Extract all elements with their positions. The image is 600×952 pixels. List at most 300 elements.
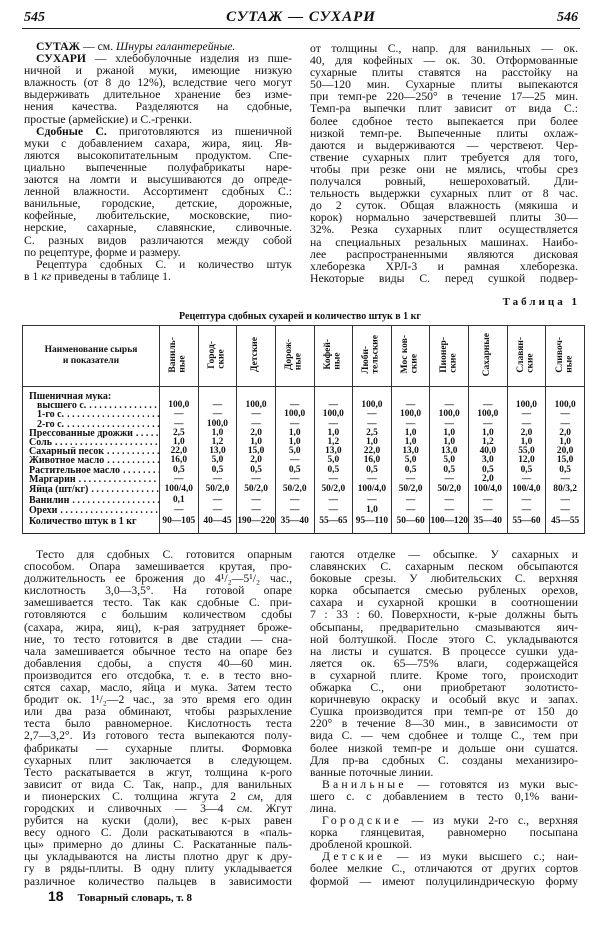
table-cell: 0,5 bbox=[275, 466, 314, 475]
table-cell: 2,0 bbox=[469, 475, 508, 484]
text-column-bottom-right bbox=[310, 549, 578, 888]
row-label-text: высшего с. . . . bbox=[37, 401, 159, 410]
table-cell: 2,0 bbox=[237, 429, 276, 438]
table-cell: 1,0 bbox=[507, 438, 546, 447]
row-label: Пшеничная мука: bbox=[23, 387, 160, 402]
table-row bbox=[23, 420, 585, 429]
table-cell: — bbox=[507, 506, 546, 515]
table-cell: 80/3,2 bbox=[546, 484, 585, 495]
row-label-text: Маргарин . . . bbox=[29, 475, 159, 484]
table-cell: — bbox=[160, 410, 199, 419]
column-header-label: Пионер- ские bbox=[438, 336, 459, 373]
text-line: боковые срезы. У любительских С. верхняя bbox=[310, 573, 578, 586]
italic-text: см bbox=[236, 802, 250, 815]
table-cell: 5,0 bbox=[275, 447, 314, 456]
table-cell: 40—45 bbox=[198, 515, 237, 534]
row-label-text: Яйца (шт/кг) . . . bbox=[29, 485, 159, 494]
italic-text: Шнуры галантерейные. bbox=[116, 41, 236, 53]
table-column-header bbox=[391, 326, 430, 387]
table-header-first: Наименование сырья и показатели bbox=[23, 326, 160, 387]
table-cell: — bbox=[198, 506, 237, 515]
table-cell: 15,0 bbox=[237, 447, 276, 456]
table-cell: 50/2,0 bbox=[314, 484, 353, 495]
table-cell: — bbox=[546, 495, 585, 506]
row-label bbox=[23, 456, 160, 465]
text-line bbox=[24, 271, 292, 283]
row-label-text: Соль . . . bbox=[29, 438, 159, 447]
empty-cell bbox=[314, 387, 353, 402]
table-column-header bbox=[353, 326, 392, 387]
text-line: нерские, сахарные, славянские, сливочные. bbox=[24, 222, 292, 235]
italic-text: кг bbox=[41, 270, 52, 283]
column-header-label: Детские bbox=[250, 336, 261, 373]
table-cell: — bbox=[237, 410, 276, 419]
table-cell: 100,0 bbox=[546, 401, 585, 410]
text-line: в сухарной плите. Кроме того, происходит bbox=[310, 669, 578, 682]
table-header-row bbox=[23, 326, 585, 387]
text-line: кофейные, любительские, московские, пио- bbox=[24, 210, 292, 223]
empty-cell bbox=[237, 387, 276, 402]
table-cell: — bbox=[469, 401, 508, 410]
text-line bbox=[24, 803, 292, 815]
text-line: формой — имеют полуцилиндрическую форму bbox=[310, 875, 578, 888]
text-line: хлеборезка ХРЛ-3 и рамная хлеборезка. bbox=[310, 260, 578, 273]
table-cell: 2,5 bbox=[353, 429, 392, 438]
row-label bbox=[23, 401, 160, 410]
table-cell: — bbox=[507, 475, 546, 484]
table-cell: 190—220 bbox=[237, 515, 276, 534]
text-span: — из муки 2-го с., верхняя bbox=[401, 815, 578, 828]
table-cell: — bbox=[237, 495, 276, 506]
text-line: чтобы при резке они не мялись, чтобы срез bbox=[310, 163, 578, 176]
empty-cell bbox=[198, 387, 237, 402]
text-span: приготовляются из пшеничной bbox=[106, 125, 292, 138]
table-cell: 20,0 bbox=[546, 447, 585, 456]
table-cell: — bbox=[275, 456, 314, 465]
text-line: нения качества. Разделяются на сдобные, bbox=[24, 101, 292, 114]
empty-cell bbox=[430, 387, 469, 402]
table-cell: 1,0 bbox=[430, 438, 469, 447]
text-line: циально выпеченные полуфабрикаты наре- bbox=[24, 161, 292, 174]
table-cell: 1,0 bbox=[275, 429, 314, 438]
text-line bbox=[24, 791, 292, 803]
table-cell: 50/2,0 bbox=[198, 484, 237, 495]
text-line: лина. bbox=[310, 802, 337, 815]
text-line: должительность ее брожения до 4¹/₂—5¹/₂ час., bbox=[24, 573, 292, 586]
table-cell: 1,0 bbox=[353, 506, 392, 515]
text-line: 7 : 33 : 60. Поверхности, к-рые должны быть bbox=[310, 609, 578, 622]
table-cell: — bbox=[391, 495, 430, 506]
text-line: обсыпаны, предварительно смазываются яич- bbox=[310, 621, 578, 634]
table-cell: 100,0 bbox=[353, 401, 392, 410]
text-line: готовляются с большим количеством сдобы bbox=[24, 609, 292, 622]
row-label-text: Ванилин . . . bbox=[29, 496, 159, 505]
table-cell: 95—110 bbox=[353, 515, 392, 534]
text-line: Для пр-ва сдобных С. созданы механизиро- bbox=[310, 754, 578, 767]
text-column-bottom-left bbox=[24, 549, 292, 888]
table-cell: 55—65 bbox=[314, 515, 353, 534]
table-cell: 50—60 bbox=[391, 515, 430, 534]
table-cell: — bbox=[469, 506, 508, 515]
table-cell: — bbox=[430, 401, 469, 410]
text-line: более мелкие С., отличаются от других сортов bbox=[310, 863, 578, 876]
row-label-text: Растительное масло . . . bbox=[29, 466, 159, 475]
table-cell: — bbox=[275, 506, 314, 515]
table-row bbox=[23, 466, 585, 475]
empty-cell bbox=[275, 387, 314, 402]
text-line: при темп-ре 220—250° в течение 17—25 мин. bbox=[310, 91, 578, 104]
table-cell: — bbox=[237, 506, 276, 515]
page-number-left: 545 bbox=[24, 10, 45, 25]
row-label bbox=[23, 515, 160, 534]
table-cell: 55,0 bbox=[507, 447, 546, 456]
text-line: сятся сахар, масло, яйца и мука. Затем тесто bbox=[24, 682, 292, 695]
table-cell: 100—120 bbox=[430, 515, 469, 534]
text-line: сухарных плит заключается в следующем. bbox=[24, 754, 292, 767]
row-label-text: Прессованные дрожжи . . . bbox=[29, 429, 159, 438]
text-line: на листы и сушатся. В процессе сушки уда- bbox=[310, 645, 578, 658]
text-line: Некоторые виды С. перед сушкой подвер- bbox=[310, 272, 578, 285]
table-cell: — bbox=[314, 495, 353, 506]
bold-term: СУХАРИ́ bbox=[36, 53, 86, 66]
table-cell: — bbox=[507, 420, 546, 429]
table-cell: 100,0 bbox=[469, 410, 508, 419]
table-row bbox=[23, 484, 585, 495]
table-cell: — bbox=[507, 410, 546, 419]
table-cell: 1,0 bbox=[469, 429, 508, 438]
column-header-label: Ваниль- ные bbox=[168, 336, 188, 373]
table-cell: 0,5 bbox=[507, 466, 546, 475]
table-cell: 0,5 bbox=[546, 466, 585, 475]
table-cell: — bbox=[160, 506, 199, 515]
text-line bbox=[24, 126, 292, 138]
text-span: — из муки высшего с.; наи- bbox=[385, 851, 578, 864]
table-cell: 100,0 bbox=[237, 401, 276, 410]
table-row bbox=[23, 456, 585, 465]
table-cell: 2,0 bbox=[546, 429, 585, 438]
table-column-header bbox=[546, 326, 585, 387]
text-line: гаются отделке — обсыпке. У сахарных и bbox=[310, 549, 578, 561]
table-cell: 0,5 bbox=[353, 466, 392, 475]
row-label bbox=[23, 410, 160, 419]
text-span: городских и сливочных — 3—4 bbox=[24, 802, 237, 815]
text-line: Тесто для сдобных С. готовится опарным bbox=[36, 549, 292, 561]
text-line: гу в ряды-плиты. В одну плиту укладывается bbox=[24, 863, 292, 876]
table-cell: 50/2,0 bbox=[275, 484, 314, 495]
text-span: и пионерских С. толщина жгута 2 bbox=[24, 790, 248, 803]
table-cell: 35—40 bbox=[469, 515, 508, 534]
text-line: получался ровный, нешероховатый. Дли- bbox=[310, 176, 578, 189]
column-header-label: Кофей- ные bbox=[322, 339, 343, 370]
table-cell: 0,5 bbox=[391, 466, 430, 475]
table-row bbox=[23, 410, 585, 419]
page-number-right: 546 bbox=[557, 10, 578, 25]
table-cell: — bbox=[391, 420, 430, 429]
page-footer bbox=[48, 888, 192, 906]
table-row bbox=[23, 495, 585, 506]
table-cell: 50/2,0 bbox=[237, 484, 276, 495]
text-line: С. разных видов различаются между собой bbox=[24, 234, 292, 247]
text-line: 40, для кофейных — ок. 30. Отформованные bbox=[310, 55, 578, 68]
text-span: в 1 bbox=[24, 270, 42, 283]
table-cell: 3,0 bbox=[469, 456, 508, 465]
table-cell: 0,1 bbox=[160, 495, 199, 506]
text-line: цы укладываются на листы плотно друг к дру- bbox=[24, 851, 292, 864]
table-column-header bbox=[275, 326, 314, 387]
table-cell: 1,0 bbox=[353, 438, 392, 447]
table-cell: — bbox=[546, 475, 585, 484]
table-cell: — bbox=[275, 420, 314, 429]
row-label-text: Количество штук в 1 кг bbox=[29, 515, 137, 527]
table-cell: 100,0 bbox=[160, 401, 199, 410]
text-line: ляются высокопитательным продуктом. Спе- bbox=[24, 149, 292, 162]
text-line: ленной влажности. Ассортимент сдобных С.: bbox=[24, 186, 292, 199]
table-cell: 0,5 bbox=[198, 466, 237, 475]
table-cell: 0,5 bbox=[160, 466, 199, 475]
row-label bbox=[23, 506, 160, 515]
table-cell: 0,5 bbox=[430, 466, 469, 475]
text-line: Темп-ра выпечки плит зависит от вида С.: bbox=[310, 103, 578, 116]
row-label-text: 1-го с. . . . bbox=[37, 410, 159, 419]
text-line: шего с. с добавлением в тесто 0,1% вани- bbox=[310, 790, 578, 803]
table-cell: — bbox=[469, 495, 508, 506]
text-line: зависит от вида С. Так, напр., для ванильных bbox=[24, 778, 292, 791]
column-header-label: Дорож- ные bbox=[284, 338, 304, 371]
spaced-term: Детские bbox=[322, 851, 386, 864]
table-cell: 50/2,0 bbox=[430, 484, 469, 495]
table-cell: 13,0 bbox=[198, 447, 237, 456]
table-cell: 2,0 bbox=[237, 456, 276, 465]
text-span: — см. bbox=[80, 41, 117, 53]
table-cell: 13,0 bbox=[391, 447, 430, 456]
table-cell: — bbox=[160, 420, 199, 429]
table-cell: — bbox=[314, 420, 353, 429]
table-cell: 100,0 bbox=[507, 401, 546, 410]
table-cell: — bbox=[507, 495, 546, 506]
table-cell: — bbox=[314, 401, 353, 410]
text-line: добавления сдобы, а спустя 40—60 мин. bbox=[24, 657, 292, 670]
row-label-text: Орехи . . . bbox=[29, 506, 159, 515]
text-line: цы» примерно до длины С. Раскатанные паль- bbox=[24, 839, 292, 852]
row-label bbox=[23, 475, 160, 484]
row-label-text: Животное масло . . . bbox=[29, 456, 159, 465]
table-cell: 100/4,0 bbox=[469, 484, 508, 495]
table-cell: 16,0 bbox=[160, 456, 199, 465]
table-cell: 100/4,0 bbox=[507, 484, 546, 495]
table-cell: 1,0 bbox=[430, 429, 469, 438]
text-line: на специальных резальных машинах. Наибо- bbox=[310, 236, 578, 249]
table-cell: 5,0 bbox=[314, 456, 353, 465]
table-cell: 0,5 bbox=[469, 466, 508, 475]
table-cell: 100,0 bbox=[430, 410, 469, 419]
text-line: до 2 суток. Общая влажность (мякиша и bbox=[310, 200, 578, 213]
table-cell: — bbox=[275, 475, 314, 484]
table-cell: 55—60 bbox=[507, 515, 546, 534]
text-line: бродит ок. 1¹/₂—2 час., за это время его один bbox=[24, 694, 292, 707]
table-cell: 0,5 bbox=[237, 466, 276, 475]
text-line: 50—120 мин. Сухарные плиты выпекаются bbox=[310, 79, 578, 92]
column-header-label: Сахарные bbox=[482, 332, 493, 377]
empty-cell bbox=[507, 387, 546, 402]
text-line: обжарка С., они приобретают золотисто- bbox=[310, 682, 578, 695]
text-line: или два раза обминают, чтобы разрыхление bbox=[24, 706, 292, 719]
footer-text: Товарный словарь, т. 8 bbox=[77, 892, 192, 904]
text-line bbox=[24, 53, 292, 65]
spaced-term: Городские bbox=[322, 815, 402, 828]
table-cell: 1,0 bbox=[160, 438, 199, 447]
table-cell: — bbox=[198, 475, 237, 484]
text-span: , для bbox=[260, 790, 292, 803]
table-cell: — bbox=[353, 410, 392, 419]
table-column-header bbox=[507, 326, 546, 387]
row-label-text: Сахарный песок . . . bbox=[29, 447, 159, 456]
recipe-table bbox=[22, 325, 585, 534]
text-line bbox=[310, 815, 578, 827]
text-span: — хлебобулочные изделия из пше- bbox=[85, 53, 292, 66]
text-line: Сушка производится при темп-ре от 150 до bbox=[310, 706, 578, 719]
table-column-header bbox=[198, 326, 237, 387]
table-cell: 13,0 bbox=[430, 447, 469, 456]
running-title: СУТАЖ — СУХАРИ bbox=[226, 9, 376, 25]
table-cell: 100,0 bbox=[275, 410, 314, 419]
text-line: (сахара, жира, яиц), к-рая затрудняет броже- bbox=[24, 621, 292, 634]
table-cell: 1,0 bbox=[314, 429, 353, 438]
table-column-header bbox=[430, 326, 469, 387]
text-line: Рецептура сдобных С. и количество штук bbox=[36, 258, 292, 271]
table-cell: 22,0 bbox=[160, 447, 199, 456]
text-line: 220° в течение 8—30 мин., в зависимости от bbox=[310, 718, 578, 731]
text-line: дробленой крошкой. bbox=[310, 839, 413, 852]
table-cell: 35—40 bbox=[275, 515, 314, 534]
text-line: вида С. — чем сдобнее и толще С., тем при bbox=[310, 730, 578, 743]
text-line: выдерживать длительное хранение без изме- bbox=[24, 89, 292, 102]
table-cell: — bbox=[391, 475, 430, 484]
table-group-row bbox=[23, 387, 585, 402]
table-cell: 16,0 bbox=[353, 456, 392, 465]
text-line bbox=[310, 851, 578, 863]
text-line: лее распространенными являются дисковая bbox=[310, 248, 578, 261]
table-cell: — bbox=[353, 495, 392, 506]
text-line: корка обсыпается смесью рубленых орехов, bbox=[310, 585, 578, 598]
table-cell: — bbox=[430, 420, 469, 429]
text-line: сахара и сухарной крошки в соотношении bbox=[310, 597, 578, 610]
table-cell: — bbox=[391, 506, 430, 515]
column-header-label: Люби- тельские bbox=[361, 335, 381, 374]
table-cell: 1,0 bbox=[198, 429, 237, 438]
table-cell: 100,0 bbox=[391, 410, 430, 419]
table-cell: 0,5 bbox=[314, 466, 353, 475]
spaced-term: Ванильные bbox=[322, 778, 407, 791]
text-line: ной болтушкой. После этого С. укладываются bbox=[310, 633, 578, 646]
row-label bbox=[23, 420, 160, 429]
table-cell: 13,0 bbox=[314, 447, 353, 456]
table-cell: — bbox=[237, 475, 276, 484]
row-label-text: 2-го с. . . . bbox=[37, 420, 159, 429]
table-cell: — bbox=[469, 420, 508, 429]
table-cell: 45—55 bbox=[546, 515, 585, 534]
empty-cell bbox=[546, 387, 585, 402]
text-line: рубится на куски (доли), вес к-рых равен bbox=[24, 815, 292, 828]
table-cell: 100,0 bbox=[198, 420, 237, 429]
text-line: ванные поточные линии. bbox=[310, 766, 434, 779]
text-line: по рецептуре, форме и размеру. bbox=[24, 246, 181, 259]
text-line: ляется ок. 65—75% влаги, содержащейся bbox=[310, 657, 578, 670]
table-cell: 1,2 bbox=[469, 438, 508, 447]
text-line: корок) нормально зачерствевшей плиты 30— bbox=[310, 212, 578, 225]
running-header bbox=[22, 8, 580, 29]
table-cell: 15,0 bbox=[546, 456, 585, 465]
row-label bbox=[23, 484, 160, 495]
table-cell: — bbox=[160, 475, 199, 484]
column-header-label: Сливоч- ные bbox=[554, 336, 575, 373]
table-cell: 1,2 bbox=[314, 438, 353, 447]
table-title: Рецептура сдобных сухарей и количество штук в 1 кг bbox=[179, 311, 421, 322]
text-line: славянских С. сахарным песком обсыпаются bbox=[310, 561, 578, 574]
text-line bbox=[24, 41, 292, 53]
table-column-header bbox=[314, 326, 353, 387]
text-line: от толщины С., напр. для ванильных — ок. bbox=[310, 43, 578, 55]
table-cell: 40,0 bbox=[469, 447, 508, 456]
text-line: фабрикаты — сухарные плиты. Формовка bbox=[24, 742, 292, 755]
row-label bbox=[23, 447, 160, 456]
table-cell: — bbox=[546, 410, 585, 419]
table-cell: — bbox=[198, 495, 237, 506]
text-line: муки с добавлением сахара, жира, яиц. Яв- bbox=[24, 137, 292, 150]
table-cell: 100,0 bbox=[314, 410, 353, 419]
table-cell: — bbox=[430, 506, 469, 515]
table-cell: — bbox=[353, 475, 392, 484]
text-span: приведены в таблице 1. bbox=[51, 270, 171, 283]
table-cell: 5,0 bbox=[198, 456, 237, 465]
table-cell: 1,2 bbox=[198, 438, 237, 447]
row-label bbox=[23, 495, 160, 506]
text-line: способом. Опара замешивается крутая, про- bbox=[24, 561, 292, 574]
text-line: ванильные, городские, детские, дорожные, bbox=[24, 198, 292, 211]
table-cell: 5,0 bbox=[430, 456, 469, 465]
table-cell: — bbox=[546, 420, 585, 429]
table-column-header bbox=[469, 326, 508, 387]
table-cell: 100/4,0 bbox=[160, 484, 199, 495]
table-cell: 1,0 bbox=[391, 429, 430, 438]
table-cell: 22,0 bbox=[353, 447, 392, 456]
text-line: сухарные плиты ставятся на расстойку на bbox=[310, 67, 578, 80]
table-cell: — bbox=[430, 475, 469, 484]
text-line: корка глянцевитая, равномерно посыпана bbox=[310, 827, 578, 840]
text-line: различное количество пальцев в зависимости bbox=[24, 875, 292, 888]
table-cell: 12,0 bbox=[507, 456, 546, 465]
text-line: 2,7—3,2°. Из готового теста выпекаются полу- bbox=[24, 730, 292, 743]
table-column-header bbox=[160, 326, 199, 387]
table-cell: 50/2,0 bbox=[391, 484, 430, 495]
table-column-header bbox=[237, 326, 276, 387]
table-cell: 1,0 bbox=[275, 438, 314, 447]
text-line: замешивается тесто. Так как сдобные С. при- bbox=[24, 597, 292, 610]
text-line: чала замешивается обычное тесто на опаре без bbox=[24, 645, 292, 658]
table-cell: — bbox=[237, 420, 276, 429]
text-line: влажность (от 8 до 12%), вследствие чего могут bbox=[24, 77, 292, 90]
table-cell: — bbox=[314, 475, 353, 484]
table-cell: — bbox=[391, 401, 430, 410]
row-label bbox=[23, 466, 160, 475]
column-header-label: Славян- ские bbox=[515, 336, 536, 373]
table-row bbox=[23, 447, 585, 456]
text-line: даются и выдерживаются — черствеют. Чер- bbox=[310, 139, 578, 152]
column-header-label: Мос ков- ские bbox=[400, 335, 420, 374]
table-cell: — bbox=[353, 420, 392, 429]
table-cell: 2,0 bbox=[507, 429, 546, 438]
empty-cell bbox=[391, 387, 430, 402]
text-span: — готовятся из муки выс- bbox=[406, 778, 578, 791]
